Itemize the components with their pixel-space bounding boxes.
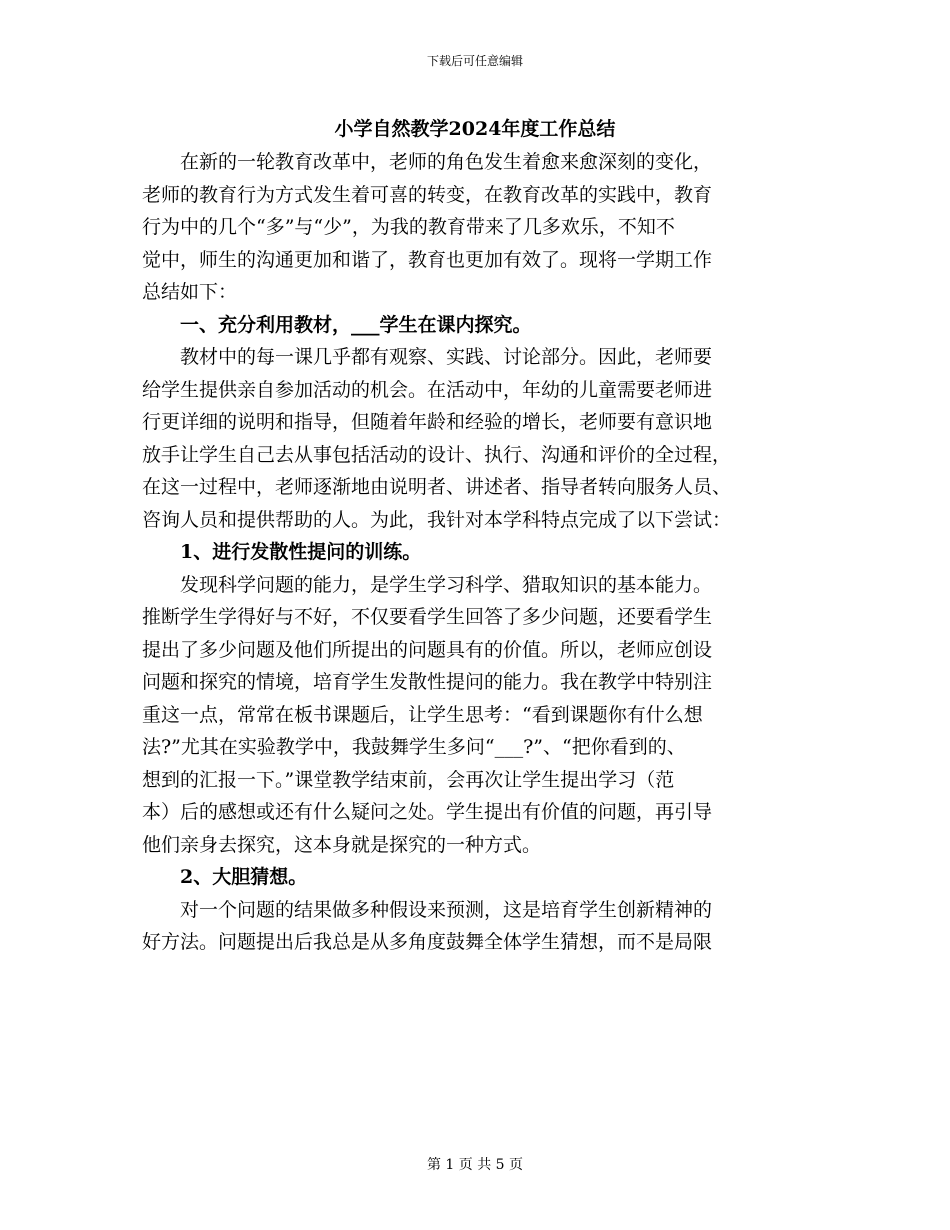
- text-line: 问题和探究的情境，培育学生发散性提问的能力。我在教学中特别注: [142, 671, 713, 693]
- header-note: 下载后可任意编辑: [426, 54, 523, 68]
- text-line: 对一个问题的结果做多种假设来预测，这是培育学生创新精神的: [180, 898, 713, 921]
- document-body: [142, 146, 812, 959]
- paragraph-subsection-2: [142, 894, 812, 959]
- text-line: 想到的汇报一下。”课堂教学结束前，会再次让学生提出学习（范: [142, 768, 675, 791]
- text-line: 行为中的几个“多”与“少”，为我的教育带来了几多欢乐，不知不: [142, 216, 675, 238]
- text-line: 教材中的每一课几乎都有观察、实践、讨论部分。因此，老师要: [180, 346, 713, 368]
- text-line: 法?”尤其在实验教学中，我鼓舞学生多问“___?”、“把你看到的、: [142, 736, 686, 758]
- section-heading-1: 一、充分利用教材，___学生在课内探究。: [180, 313, 532, 336]
- text-line: 行更详细的说明和指导，但随着年龄和经验的增长，老师要有意识地: [142, 411, 713, 433]
- text-line: 好方法。问题提出后我总是从多角度鼓舞全体学生猜想，而不是局限: [142, 931, 713, 953]
- text-line: 提出了多少问题及他们所提出的问题具有的价值。所以，老师应创设: [142, 638, 713, 661]
- text-line: 给学生提供亲自参加活动的机会。在活动中，年幼的儿童需要老师进: [142, 378, 713, 401]
- text-line: 老师的教育行为方式发生着可喜的转变，在教育改革的实践中，教育: [142, 183, 713, 206]
- subsection-heading-2: 2、大胆猜想。: [180, 866, 308, 888]
- text-line: 觉中，师生的沟通更加和谐了，教育也更加有效了。现将一学期工作: [142, 248, 713, 271]
- paragraph-intro: [142, 146, 812, 309]
- text-line: 推断学生学得好与不好，不仅要看学生回答了多少问题，还要看学生: [142, 606, 713, 628]
- text-line: 本）后的感想或还有什么疑问之处。学生提出有价值的问题，再引导: [142, 801, 713, 823]
- document-title: 小学自然教学2024年度工作总结: [334, 118, 616, 140]
- text-line: 在这一过程中，老师逐渐地由说明者、讲述者、指导者转向服务人员、: [142, 476, 732, 498]
- text-line: 在新的一轮教育改革中，老师的角色发生着愈来愈深刻的变化，: [180, 151, 713, 173]
- paragraph-section-1: [142, 341, 812, 536]
- text-line: 他们亲身去探究，这本身就是探究的一种方式。: [142, 833, 542, 856]
- text-line: 总结如下：: [142, 281, 238, 303]
- text-line: 咨询人员和提供帮助的人。为此，我针对本学科特点完成了以下尝试：: [142, 508, 732, 531]
- text-line: 发现科学问题的能力，是学生学习科学、猎取知识的基本能力。: [180, 573, 713, 596]
- subsection-heading-1: 1、进行发散性提问的训练。: [180, 541, 422, 563]
- page-number-footer: 第 1 页 共 5 页: [426, 1157, 524, 1173]
- text-line: 放手让学生自己去从事包括活动的设计、执行、沟通和评价的全过程，: [142, 443, 732, 466]
- text-line: 重这一点，常常在板书课题后，让学生思考：“看到课题你有什么想: [142, 703, 703, 726]
- paragraph-subsection-1: [142, 569, 812, 862]
